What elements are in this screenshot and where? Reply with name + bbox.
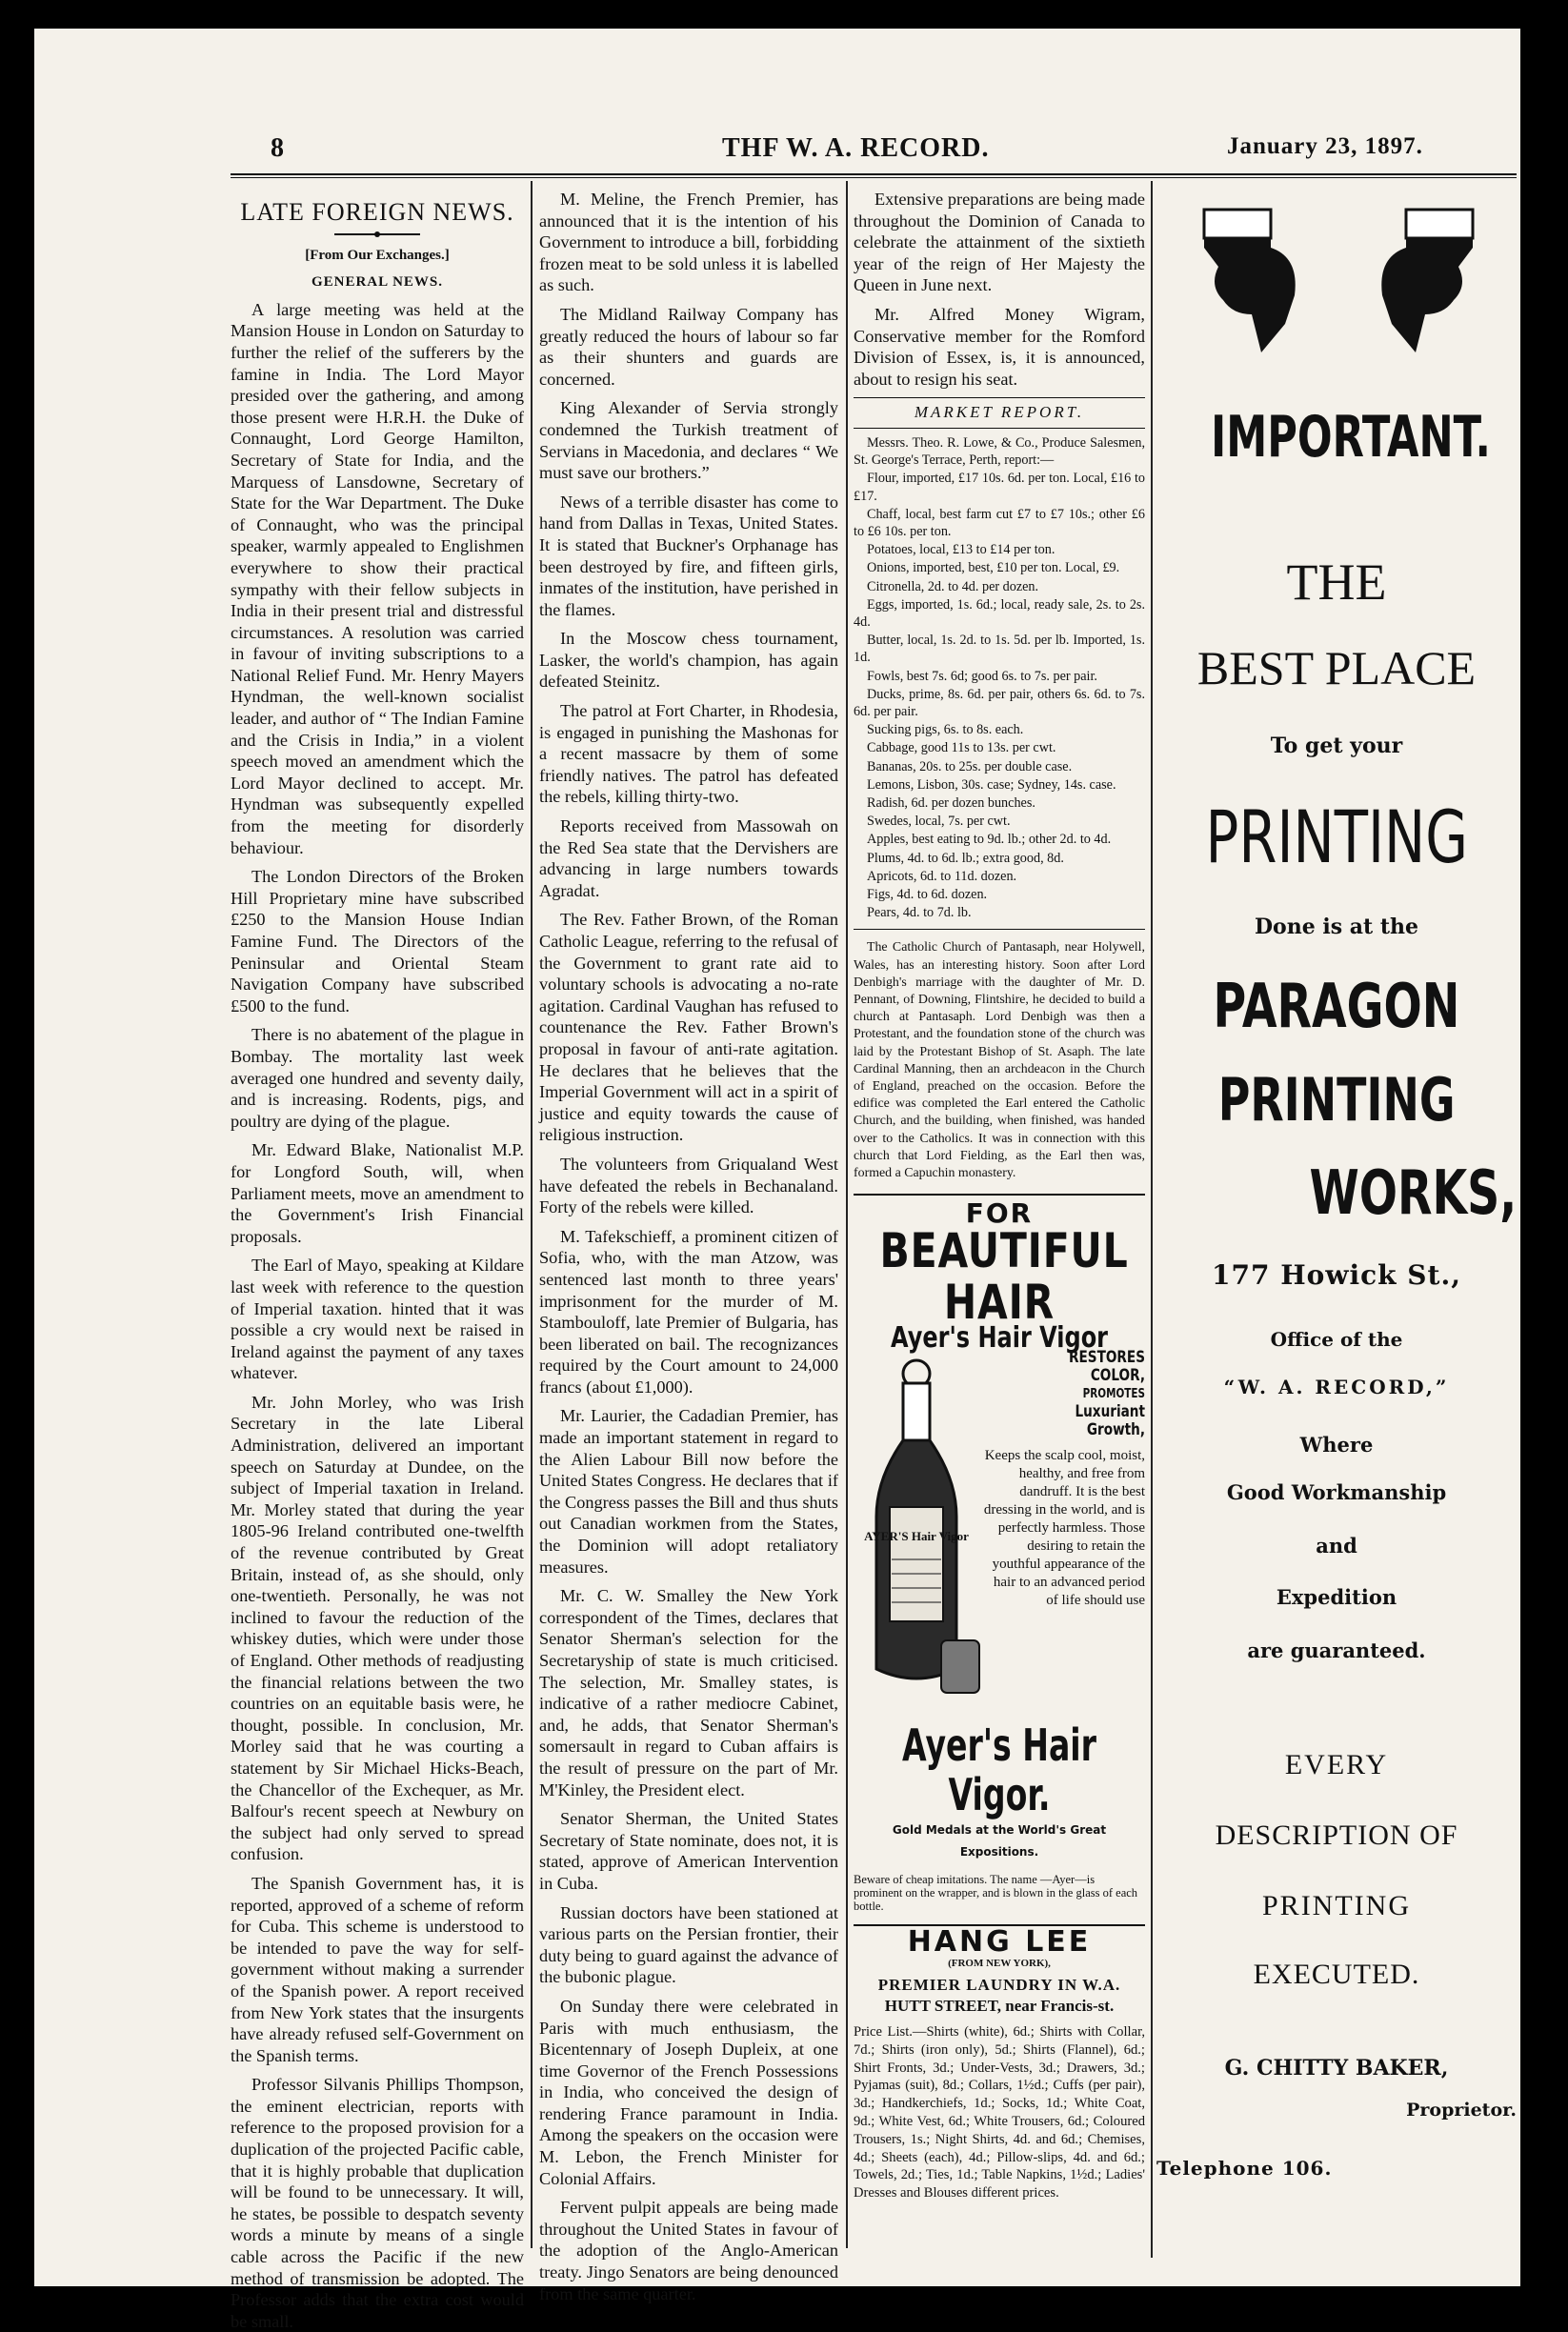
paragon-printing-ad: [1156, 189, 1517, 2265]
article-paragraph: There is no abatement of the plague in Bombay. The mortality last week averaged one hundred and seventy daily, and is increasing. Rodents, pigs, and poultry are dying of the plague.: [231, 1025, 524, 1131]
article-paragraph: Professor Silvanis Phillips Thompson, the eminent electrician, reports with reference to the proposed provision for a duplication of the projected Pacific cable, that it is highly probable that duplication will be found to be unnecessary. It will, he states, be possible to despatch seventy words a minute by means of a single cable across the Pacific if the new method of transmission be adopted. The Professor adds that the extra cost would be small.: [231, 2075, 524, 2331]
article-paragraph: M. Meline, the French Premier, has announced that it is the intention of his Government to introduce a bill, forbidding frozen meat to be sold unless it is labelled as such.: [539, 190, 838, 295]
market-line: Apricots, 6d. to 11d. dozen.: [867, 868, 1017, 884]
ad-telephone: Telephone 106.: [1156, 2157, 1333, 2180]
ad-description: DESCRIPTION OF: [1215, 1819, 1458, 1851]
laundry-name: HANG LEE: [907, 1924, 1092, 1959]
ad-done-at: Done is at the: [1254, 915, 1419, 939]
ad-body: [854, 1349, 1145, 1720]
ad-product-name: Ayer's Hair Vigor: [890, 1320, 1109, 1355]
ad-guaranteed: are guaranteed.: [1247, 1638, 1426, 1662]
ad-promotes: PROMOTES: [1082, 1387, 1145, 1402]
article-paragraph: The volunteers from Griqualand West have defeated the rebels in Bechanaland. Forty of the rebels were killed.: [539, 1154, 838, 1217]
article-paragraph: A large meeting was held at the Mansion House in London on Saturday to further the relief of the sufferers by the famine in India. The Lord Mayor presided over the gathering, and among those present were H.R.H. the Duke of Connaught, Lord George Hamilton, Secretary of State for India, and the Marquess of Lansdowne, Secretary of State for the War Department. The Duke of Connaught, who was the principal speaker, warmly appealed to Englishmen everywhere to show their practical sympathy with their fellow subjects in India in their present trial and distressful circumstances. A resolution was carried in favour of inviting subscriptions to a National Relief Fund. Mr. Henry Mayers Hyndman, the well-known socialist leader, and author of “ The Indian Famine and the Crisis in India,” in a violent speech moved an amendment which the Lord Mayor declined to accept. Mr. Hyndman was subsequently expelled from the meeting for disorderly behaviour.: [231, 299, 524, 857]
article-paragraph: News of a terrible disaster has come to hand from Dallas in Texas, United States. It is stated that Buckner's Orphanage has been destroyed by fire, and fifteen girls, inmates of the institution, have perished in the flames.: [539, 492, 838, 619]
ad-body-text: Keeps the scalp cool, moist, healthy, and free from dandruff. It is the best dressing in the world, and is perfectly harmless. Those desiring to retain the youthful appearance of the hair to an advanced period of life should use: [983, 1448, 1145, 1609]
ad-important: IMPORTANT.: [1211, 404, 1491, 471]
article-paragraph: Mr. C. W. Smalley the New York correspondent of the Times, declares that Senator Sherman's selection for the Secretaryship of state is much criticised. The selection, Mr. Smalley states, is indicative of a rather mediocre Cabinet, and, he adds, that Senator Sherman's somersault in regard to Cuban affairs is the result of pressure on the part of Mr. M'Kinley, the President elect.: [539, 1586, 838, 1799]
ad-record: “W. A. RECORD,”: [1223, 1376, 1450, 1398]
section-heading: LATE FOREIGN NEWS.: [240, 198, 514, 226]
page-header: [34, 29, 1520, 171]
source-note: [From Our Exchanges.]: [305, 247, 450, 263]
ad-every: EVERY: [1284, 1749, 1389, 1780]
market-line: Eggs, imported, 1s. 6d.; local, ready sale, 2s. to 2s. 4d.: [854, 596, 1145, 630]
article-paragraph: The Rev. Father Brown, of the Roman Catholic League, referring to the refusal of the Government to grant rate aid to voluntary schools is advocating a no-rate agitation. Cardinal Vaughan has refused to countenance the Rev. Father Brown's proposal in favour of anti-rate agitation. He declares that he believes that the Imperial Government will act in a spirit of justice and equity towards the cause of religious instruction.: [539, 910, 838, 1145]
article-paragraph: The Spanish Government has, it is reported, approved of a scheme of reform for Cuba. This scheme is understood to be intended to pave the way for self-government without making a surrender of the Spanish power. A report received from New York states that the insurgents have already refused self-Government on the Spanish terms.: [231, 1873, 524, 2065]
market-line: Citronella, 2d. to 4d. per dozen.: [867, 578, 1039, 594]
market-line: Flour, imported, £17 10s. 6d. per ton. Local, £16 to £17.: [854, 471, 1145, 504]
ad-address: 177 Howick St.,: [1212, 1259, 1461, 1291]
ad-restores: RESTORES COLOR,: [1069, 1348, 1145, 1386]
market-line: Pears, 4d. to 7d. lb.: [867, 905, 972, 921]
market-line: Swedes, local, 7s. per cwt.: [867, 814, 1011, 830]
pointing-hand-right-icon: [1368, 210, 1482, 362]
article-paragraph: The patrol at Fort Charter, in Rhodesia, is engaged in punishing the Mashonas for a recent massacre by them of some friendly natives. The patrol has defeated the rebels, killing thirty-two.: [539, 701, 838, 807]
ad-where: Where: [1299, 1433, 1374, 1457]
market-line: Lemons, Lisbon, 30s. case; Sydney, 14s. case.: [867, 776, 1116, 793]
ad-the: THE: [1286, 553, 1387, 611]
market-line: Apples, best eating to 9d. lb.; other 2d. to 4d.: [867, 832, 1112, 848]
article-paragraph: Fervent pulpit appeals are being made throughout the United States in favour of the adoption of the Anglo-American treaty. Jingo Senators are being denounced from the same quarter.: [539, 2198, 838, 2303]
ornament-rule-icon: [334, 230, 420, 239]
ad-good-workmanship: Good Workmanship: [1226, 1480, 1447, 1504]
market-line: Potatoes, local, £13 to £14 per ton.: [867, 542, 1055, 558]
column-late-foreign-news: [231, 189, 524, 2331]
market-line: Figs, 4d. to 6d. dozen.: [867, 887, 988, 903]
article-paragraph: The Midland Railway Company has greatly reduced the hours of labour so far as their shunters and guards are concerned.: [539, 304, 838, 389]
column-divider: [531, 181, 533, 2248]
article-paragraph: Mr. Alfred Money Wigram, Conservative member for the Romford Division of Essex, is, it is announced, about to resign his seat.: [854, 304, 1145, 389]
ad-beware: Beware of cheap imitations. The name —Ayer—is prominent on the wrapper, and is blown in the glass of each bottle.: [854, 1872, 1138, 1913]
market-line: Onions, imported, best, £10 per ton. Local, £9.: [867, 560, 1120, 576]
column-divider: [1151, 181, 1153, 2258]
ad-and: and: [1316, 1534, 1357, 1558]
market-line: Ducks, prime, 8s. 6d. per pair, others 6s. 6d. to 7s. 6d. per pair.: [854, 686, 1145, 719]
column-news-continued: [539, 189, 838, 2303]
article-paragraph: Russian doctors have been stationed at various parts on the Persian frontier, their duty being to guard against the advance of the bubonic plague.: [539, 1902, 838, 1987]
ad-to-get: To get your: [1270, 734, 1403, 758]
ad-works: WORKS,: [1309, 1158, 1517, 1229]
ad-luxuriant: Luxuriant Growth,: [1075, 1402, 1145, 1440]
pointing-hand-left-icon: [1195, 210, 1309, 362]
market-report: [854, 434, 1145, 921]
market-line: Plums, 4d. to 6d. lb.; extra good, 8d.: [867, 850, 1064, 866]
catholic-church-notice: [854, 929, 1145, 1182]
article-paragraph: Mr. Edward Blake, Nationalist M.P. for Longford South, will, when Parliament meets, move an amendment to the Government's Irish Financial proposals.: [231, 1140, 524, 1246]
market-line: Butter, local, 1s. 2d. to 1s. 5d. per lb. Imported, 1s. 1d.: [854, 633, 1145, 666]
ad-product-name-large: Ayer's Hair Vigor.: [902, 1719, 1096, 1821]
article-paragraph: Extensive preparations are being made throughout the Dominion of Canada to celebrate the attainment of the sixtieth year of the reign of Her Majesty the Queen in June next.: [854, 190, 1145, 295]
market-line: Radish, 6d. per dozen bunches.: [867, 795, 1035, 811]
ad-printing: PRINTING: [1205, 794, 1468, 879]
laundry-price-list: Price List.—Shirts (white), 6d.; Shirts with Collar, 7d.; Shirts (iron only), 5d.; Shirts (Flannel), 6d.; Shirt Fronts, 3d.; Under-Vests, 3d.; Drawers, 3d.; Pyjamas (suit), 8d.; Collars, 1½d.; Cuffs (per pair), 3d.; Handkerchiefs, 1d.; Socks, 1d.; White Coat, 9d.; White Vest, 6d.; White Trousers, 6d.; Coloured Trousers, 1s.; Night Shirts, 4d. and 6d.; Chemises, 4d.; Sheets (each), 4d.; Pillow-slips, 4d. and 6d.; Towels, 2d.; Ties, 1d.; Table Napkins, 1½d.; Ladies' Dresses and Blouses different prices.: [854, 2024, 1145, 2201]
article-paragraph: King Alexander of Servia strongly condemned the Turkish treatment of Servians in Macedonia, and declares “ We must save our brothers.”: [539, 398, 838, 483]
issue-date: January 23, 1897.: [1227, 133, 1423, 159]
ad-printing-3: PRINTING: [1262, 1890, 1411, 1921]
article-paragraph: Mr. Laurier, the Cadadian Premier, has made an important statement in regard to the Alien Labour Bill now before the United States Congress. He declares that if the Congress passes the Bill and thus shuts out Canadian workmen from the States, the Dominion will adopt retaliatory measures.: [539, 1406, 838, 1577]
notice-text: The Catholic Church of Pantasaph, near Holywell, Wales, has an interesting history. Soon after Lord Denbigh's marriage with the daughter of Mr. D. Pennant, of Downing, Flintshire, he decided to build a church at Pantasaph. Lord Denbigh was then a Protestant, and the foundation stone of the church was laid by the Protestant Bishop of St. Asaph. The late Cardinal Manning, then an archdeacon in the Church of England, preached on the occasion. Before the edifice was completed the Earl entered the Catholic Church, and the building, when finished, was handed over to the Catholics. It was in connection with this church that Lord Fielding, as the Earl then was, formed a Capuchin monastery.: [854, 940, 1145, 1181]
ad-executed: EXECUTED.: [1253, 1959, 1420, 1990]
market-line: Bananas, 20s. to 25s. per double case.: [867, 758, 1073, 774]
ad-for: FOR: [965, 1197, 1034, 1230]
page-number: 8: [271, 133, 284, 163]
header-rule-thin: [231, 177, 1517, 178]
article-paragraph: Reports received from Massowah on the Red Sea state that the Dervishers are advancing in large numbers towards Agradat.: [539, 816, 838, 900]
ad-office: Office of the: [1270, 1328, 1403, 1351]
market-line: Fowls, best 7s. 6d; good 6s. to 7s. per pair.: [867, 668, 1097, 684]
article-paragraph: The Earl of Mayo, speaking at Kildare last week with reference to the question of Imperial taxation. hinted that it was possible a cry would next be raised in Ireland against the payment of any taxes whatever.: [231, 1256, 524, 1383]
bottle-label-text: AYER'S Hair Vigor: [864, 1529, 969, 1544]
ad-expedition: Expedition: [1276, 1585, 1397, 1609]
laundry-address: HUTT STREET, near Francis-st.: [884, 1997, 1115, 2016]
column-market-and-ads: [854, 189, 1145, 2265]
hang-lee-laundry-ad: [854, 1924, 1145, 2202]
market-line: Messrs. Theo. R. Lowe, & Co., Produce Salesmen, St. George's Terrace, Perth, report:—: [854, 434, 1145, 469]
article-paragraph: The London Directors of the Broken Hill Proprietary mine have subscribed £250 to the Mansion House Indian Famine Fund. The Directors of the Peninsular and Oriental Steam Navigation Company have subscribed £500 to the fund.: [231, 867, 524, 1015]
article-paragraph: Senator Sherman, the United States Secretary of State nominate, does not, it is stated, approve of American Intervention in Cuba.: [539, 1809, 838, 1893]
ad-paragon: PARAGON: [1213, 972, 1460, 1042]
hair-vigor-bottle-icon: [857, 1355, 981, 1717]
article-paragraph: Mr. John Morley, who was Irish Secretary in the late Liberal Administration, delivered an important speech on Saturday at Dundee, on the subject of Imperial taxation in Ireland. Mr. Morley stated that during the year 1805-96 Ireland contributed one-twelfth of the revenue contributed by Great Britain, instead of, as she should, only one-twentieth. Personally, he was not inclined to favour the reduction of the whiskey duties, which were under those of England. Other methods of readjusting the financial relations between the two countries on an equitable basis were, he thought, possible. In conclusion, Mr. Morley said that he was courting a statement by Sir Michael Hicks-Beach, the Chancellor of the Exchequer, as Mr. Balfour's recent speech at Newbury on the subject had only served to spread confusion.: [231, 1392, 524, 1864]
subheading: GENERAL NEWS.: [311, 274, 444, 291]
ad-headline: BEAUTIFUL HAIR: [879, 1222, 1129, 1330]
laundry-origin: (FROM NEW YORK),: [948, 1958, 1051, 1970]
ayer-hair-vigor-ad: [854, 1194, 1145, 1912]
article-paragraph: In the Moscow chess tournament, Lasker, the world's champion, has again defeated Steinitz.: [539, 629, 838, 692]
article-paragraph: On Sunday there were celebrated in Paris with much enthusiasm, the Bicentennary of Joseph Dupleix, at one time Governor of the French Possessions in India, who conceived the design of rendering France paramount in India. Among the speakers on the occasion were M. Lebon, the French Minister for Colonial Affairs.: [539, 1996, 838, 2188]
column-divider: [846, 181, 848, 2248]
laundry-tagline: PREMIER LAUNDRY IN W.A.: [877, 1975, 1121, 1994]
ad-best-place: BEST PLACE: [1196, 641, 1477, 694]
masthead: THF W. A. RECORD.: [722, 133, 990, 163]
header-rule: [231, 173, 1517, 175]
ad-medals: Gold Medals at the World's Great Expositions.: [892, 1823, 1107, 1860]
ad-proprietor: Proprietor.: [1406, 2100, 1517, 2121]
market-line: Cabbage, good 11s to 13s. per cwt.: [867, 740, 1056, 756]
article-paragraph: M. Tafekschieff, a prominent citizen of Sofia, who, with the man Atzow, was sentenced last month to three years' imprisonment for the murder of M. Stambouloff, late Premier of Bulgaria, has been liberated on bail. The recognizances required by the Court amount to 24,000 francs (about £1,000).: [539, 1226, 838, 1397]
ad-proprietor-name: G. CHITTY BAKER,: [1224, 2056, 1449, 2081]
market-report-heading: MARKET REPORT.: [854, 397, 1145, 429]
newspaper-page: [34, 29, 1520, 2331]
market-line: Chaff, local, best farm cut £7 to £7 10s.; other £6 to £6 10s. per ton.: [854, 506, 1145, 539]
market-line: Sucking pigs, 6s. to 8s. each.: [867, 722, 1024, 738]
ad-printing-2: PRINTING: [1217, 1065, 1456, 1135]
ad-claims: [983, 1349, 1145, 1610]
